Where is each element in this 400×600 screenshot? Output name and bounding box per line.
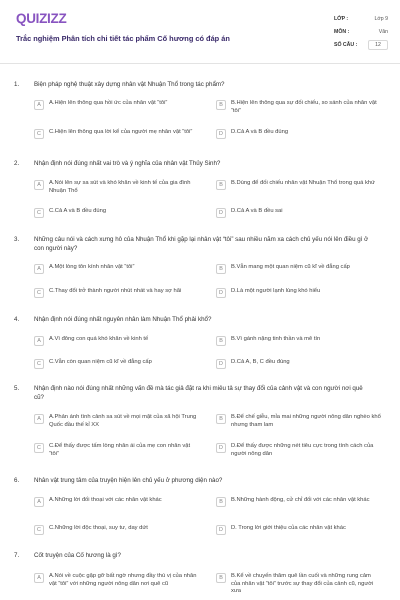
option-text: B.Những hành động, cử chỉ đối với các nhân vật khác <box>231 497 370 503</box>
option-letter-box: A <box>34 573 44 583</box>
option-text: C.Để thấy được tấm lòng nhân ái của mẹ con nhân vật “tôi” <box>49 443 191 457</box>
question-text: Nhân vật trung tâm của truyện hiện lên chủ yếu ở phương diện nào? <box>34 477 223 484</box>
option-text: C.Những lời độc thoại, suy tư, day dứt <box>49 525 148 531</box>
option-text: B.Hiện lên thông qua sự đối chiếu, so sánh của nhân vật “tôi” <box>231 100 377 114</box>
option-text: A.Nói lên sự sa sút và khó khăn về kinh tế của gia đình Nhuận Thổ <box>49 180 191 194</box>
option-a[interactable] <box>34 336 199 346</box>
question-number: 5. <box>14 385 20 392</box>
option-letter-box: A <box>34 414 44 424</box>
option-letter-box: B <box>216 414 226 424</box>
meta-label: SỐ CÂU : <box>334 41 358 48</box>
option-text: A.Một lòng tôn kính nhân vật “tôi” <box>49 264 135 270</box>
option-letter-box: B <box>216 180 226 190</box>
option-b[interactable] <box>216 336 381 346</box>
option-d[interactable] <box>216 208 381 218</box>
meta-label: MÔN : <box>334 28 350 35</box>
document-title: Trắc nghiệm Phân tích chi tiết tác phẩm Cố hương có đáp án <box>16 34 230 43</box>
option-a[interactable] <box>34 100 199 110</box>
option-text: B.Dùng để đối chiếu nhân vật Nhuận Thổ trong quá khứ <box>231 180 375 186</box>
option-text: B.Để chế giễu, mỉa mai những người nông dân nghèo khổ nhưng tham lam <box>231 414 381 428</box>
option-text: C.Thay đổi trở thành người nhút nhát và hay sợ hãi <box>49 288 182 294</box>
option-text: D.Là một người lạnh lùng khó hiểu <box>231 288 321 294</box>
question-number: 6. <box>14 477 20 484</box>
option-b[interactable] <box>216 264 381 274</box>
option-letter-box: D <box>216 208 226 218</box>
option-letter-box: B <box>216 497 226 507</box>
option-letter-box: C <box>34 525 44 535</box>
option-text: A.Vì đông con quá khó khăn về kinh tế <box>49 336 149 342</box>
option-letter-box: B <box>216 264 226 274</box>
option-d[interactable] <box>216 129 381 139</box>
option-text: B.Vì gánh nặng tinh thần và mê tín <box>231 336 321 342</box>
option-d[interactable] <box>216 288 381 298</box>
option-letter-box: C <box>34 359 44 369</box>
option-text: D.Cả A và B đều đúng <box>231 129 289 135</box>
meta-value: Văn <box>378 28 388 35</box>
question-number: 7. <box>14 552 20 559</box>
meta-label: LỚP : <box>334 15 349 22</box>
option-letter-box: B <box>216 100 226 110</box>
option-c[interactable] <box>34 129 199 139</box>
option-b[interactable] <box>216 180 381 190</box>
option-b[interactable] <box>216 100 381 115</box>
option-a[interactable] <box>34 497 199 507</box>
option-c[interactable] <box>34 208 199 218</box>
page-header <box>0 0 400 64</box>
option-text: C.Hiện lên thông qua lời kể của người mẹ nhân vật “tôi” <box>49 129 193 135</box>
option-letter-box: C <box>34 288 44 298</box>
option-c[interactable] <box>34 359 199 369</box>
option-letter-box: C <box>34 129 44 139</box>
option-letter-box: C <box>34 443 44 453</box>
question-number: 2. <box>14 160 20 167</box>
question-number: 3. <box>14 236 20 243</box>
option-a[interactable] <box>34 573 199 588</box>
meta-row-grade <box>334 12 388 25</box>
question-text: Những câu nói và cách xưng hô của Nhuận Thổ khi gặp lại nhân vật “tôi” sau nhiều năm xa cách chủ yếu nói lên điều gì ở con người này? <box>34 236 369 252</box>
option-text: B.Kể về chuyến thăm quê lần cuối và những rung cảm của nhân vật “tôi” trước sự thay đổi của cảnh cũ, người xưa <box>231 573 374 595</box>
option-c[interactable] <box>34 525 199 535</box>
option-text: A.Hiện lên thông qua hồi ức của nhân vật “tôi” <box>49 100 168 106</box>
meta-row-count <box>334 38 388 51</box>
quizizz-logo <box>16 10 76 26</box>
option-a[interactable] <box>34 264 199 274</box>
option-letter-box: D <box>216 443 226 453</box>
option-text: A.Những lời đối thoại với các nhân vật khác <box>49 497 162 503</box>
option-letter-box: B <box>216 336 226 346</box>
option-b[interactable] <box>216 573 381 596</box>
option-text: C.Vẫn còn quan niệm cũ kĩ về đẳng cấp <box>49 359 152 365</box>
question-number: 1. <box>14 81 20 88</box>
option-letter-box: A <box>34 100 44 110</box>
option-letter-box: A <box>34 180 44 190</box>
meta-value: Lớp 9 <box>374 15 388 22</box>
option-letter-box: D <box>216 129 226 139</box>
question-text: Nhận định nói đúng nhất vai trò và ý nghĩa của nhân vật Thủy Sinh? <box>34 160 221 167</box>
option-letter-box: D <box>216 288 226 298</box>
option-letter-box: D <box>216 359 226 369</box>
svg-text:QUIZIZZ: QUIZIZZ <box>16 11 67 26</box>
option-letter-box: C <box>34 208 44 218</box>
option-a[interactable] <box>34 180 199 195</box>
option-text: C.Cả A và B đều đúng <box>49 208 107 214</box>
option-c[interactable] <box>34 443 199 458</box>
question-text: Biện pháp nghệ thuật xây dựng nhân vật Nhuận Thổ trong tác phẩm? <box>34 81 225 88</box>
option-text: A.Phản ánh tình cảnh sa sút về mọi mặt của xã hội Trung Quốc đầu thế kỉ XX <box>49 414 197 428</box>
option-letter-box: B <box>216 573 226 583</box>
option-letter-box: D <box>216 525 226 535</box>
option-c[interactable] <box>34 288 199 298</box>
option-text: A.Nói về cuộc gặp gỡ bất ngờ nhưng đầy thú vị của nhân vật “tôi” với những người nông dân nơi quê cũ <box>49 573 197 587</box>
question-text: Cốt truyện của Cố hương là gì? <box>34 552 121 559</box>
option-d[interactable] <box>216 525 381 535</box>
option-b[interactable] <box>216 497 381 507</box>
option-b[interactable] <box>216 414 381 429</box>
option-d[interactable] <box>216 359 381 369</box>
question-number: 4. <box>14 316 20 323</box>
document-meta <box>334 12 388 51</box>
option-text: D.Cả A và B đều sai <box>231 208 283 214</box>
meta-row-subject <box>334 25 388 38</box>
meta-value: 12 <box>368 40 388 50</box>
option-letter-box: A <box>34 264 44 274</box>
question-text: Nhận định nào nói đúng nhất những vấn đề mà tác giả đặt ra khi miêu tả sự thay đổi của cảnh vật và con người nơi quê cũ? <box>34 385 363 401</box>
option-text: B.Vẫn mang một quan niệm cũ kĩ về đẳng cấp <box>231 264 350 270</box>
option-a[interactable] <box>34 414 199 429</box>
option-text: D.Để thấy được những nét tiêu cực trong tính cách của người nông dân <box>231 443 374 457</box>
question-text: Nhận định nói đúng nhất nguyên nhân làm Nhuận Thổ phải khổ? <box>34 316 212 323</box>
option-text: D.Cả A, B, C đều đúng <box>231 359 290 365</box>
option-d[interactable] <box>216 443 381 458</box>
option-letter-box: A <box>34 497 44 507</box>
option-text: D. Trong lời giới thiệu của các nhân vật khác <box>231 525 346 531</box>
option-letter-box: A <box>34 336 44 346</box>
